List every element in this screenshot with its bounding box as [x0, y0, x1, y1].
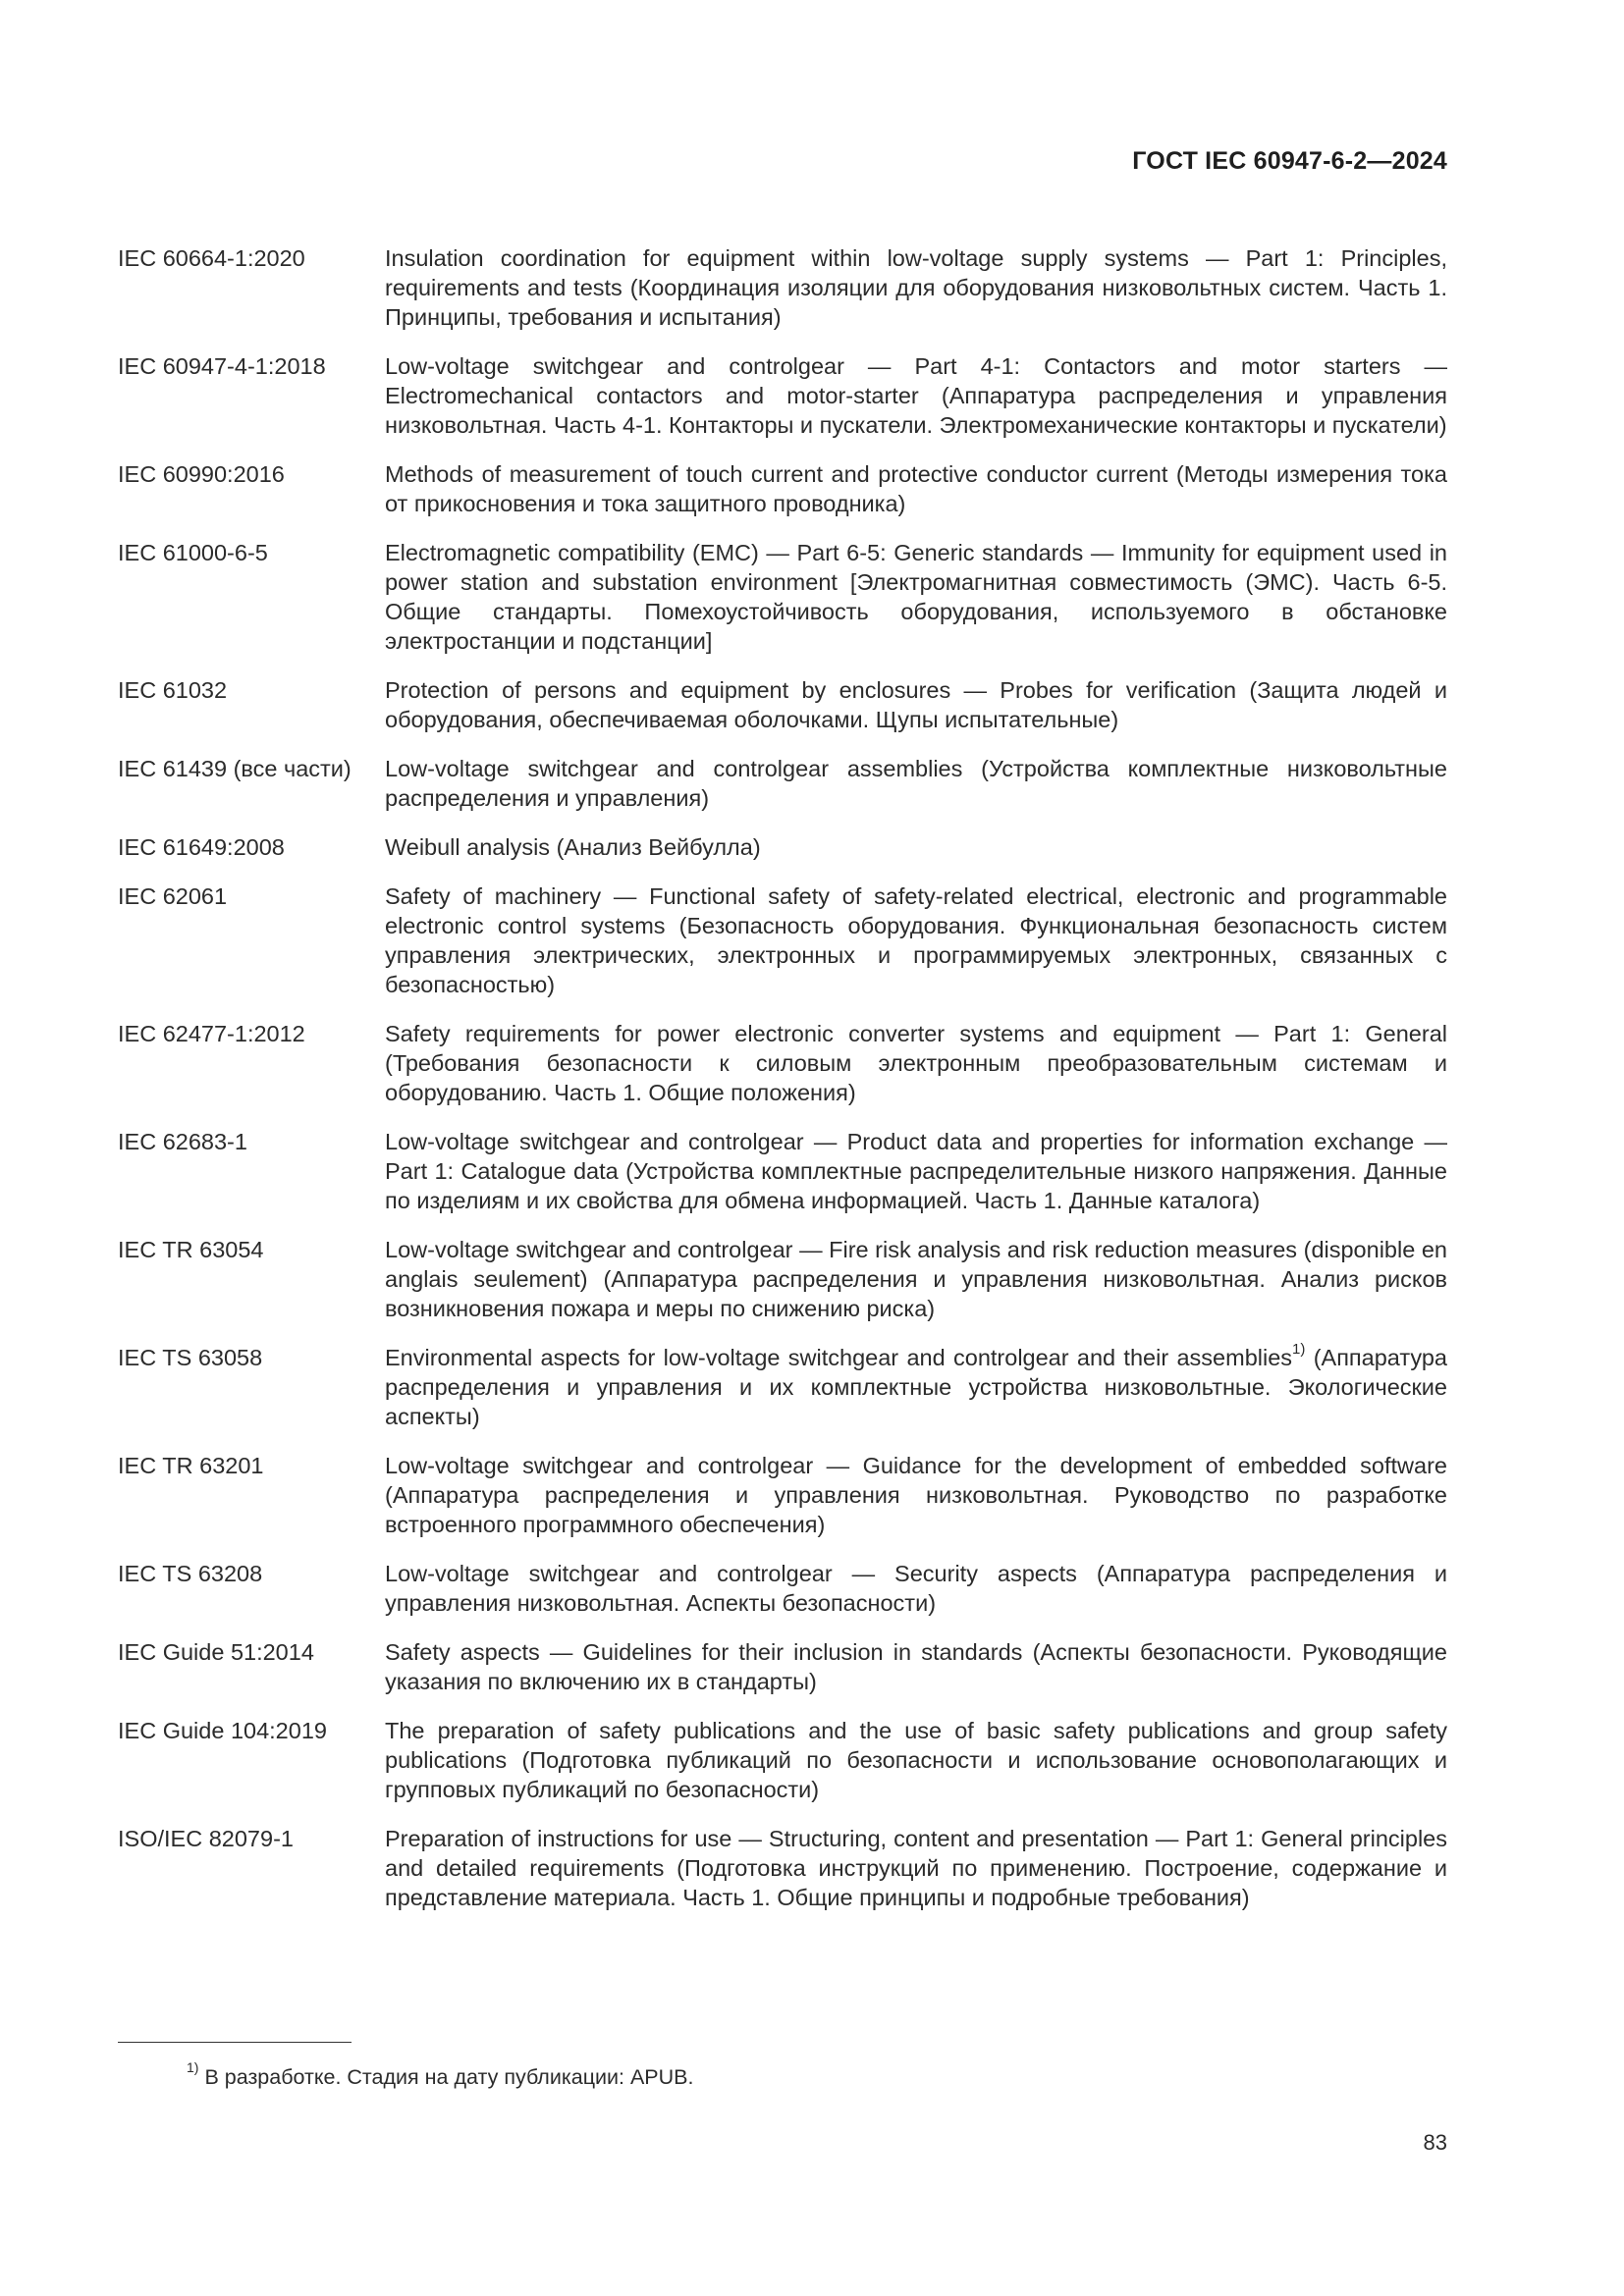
reference-row — [118, 459, 1447, 518]
reference-title: Electromagnetic compatibility (EMC) — Part 6-5: Generic standards — Immunity for equipment used in power station and substation environment [Электромагнитная совместимость (ЭМС). Часть 6-5. Общие стандарты. Помехоустойчивость оборудования, используемого в обстановке электростанции и подстанции] — [385, 540, 1447, 654]
page-number: 83 — [1423, 2130, 1447, 2155]
reference-title: Low-voltage switchgear and controlgear — Part 4-1: Contactors and motor starters — Electromechanical contactors and motor-starter (Аппаратура распределения и управления низковольтная. Часть 4-1. Контакторы и пускатели. Электромеханические контакторы и пускатели) — [385, 353, 1447, 438]
reference-title: Low-voltage switchgear and controlgear — Security aspects (Аппаратура распределения и управления низковольтная. Аспекты безопасности) — [385, 1561, 1447, 1616]
reference-title: Low-voltage switchgear and controlgear — Product data and properties for information exchange — Part 1: Catalogue data (Устройства комплектные распределительные низкого напряжения. Данные по изделиям и их свойства для обмена информацией. Часть 1. Данные каталога) — [385, 1129, 1447, 1213]
footnote-reference-mark: 1) — [1292, 1341, 1306, 1359]
reference-title: The preparation of safety publications and the use of basic safety publications and group safety publications (Подготовка публикаций по безопасности и использование основополагающих и групповых публикаций по безопасности) — [385, 1718, 1447, 1802]
reference-code: IEC Guide 51:2014 — [118, 1639, 314, 1665]
reference-code: IEC 60664-1:2020 — [118, 245, 305, 271]
reference-title: Preparation of instructions for use — Structuring, content and presentation — Part 1: General principles and detailed requirements (Подготовка инструкций по применению. Построение, содержание и представление материала. Часть 1. Общие принципы и подробные требования) — [385, 1826, 1447, 1910]
reference-code: ISO/IEC 82079-1 — [118, 1826, 294, 1851]
reference-title: Weibull analysis (Анализ Вейбулла) — [385, 834, 761, 860]
reference-code: IEC 61439 (все части) — [118, 756, 352, 781]
reference-row — [118, 675, 1447, 734]
reference-code: IEC 61032 — [118, 677, 228, 703]
reference-code: IEC TS 63208 — [118, 1561, 263, 1586]
reference-code: IEC 62061 — [118, 883, 228, 909]
reference-title: Safety aspects — Guidelines for their inclusion in standards (Аспекты безопасности. Руководящие указания по включению их в стандарты) — [385, 1639, 1447, 1694]
reference-row — [118, 754, 1447, 813]
reference-code: IEC 62477-1:2012 — [118, 1021, 305, 1046]
reference-code: IEC 62683-1 — [118, 1129, 247, 1154]
reference-row — [118, 1343, 1447, 1431]
reference-title: Low-voltage switchgear and controlgear — Guidance for the development of embedded software (Аппаратура распределения и управления низковольтная. Руководство по разработке встроенного программного обеспечения) — [385, 1453, 1447, 1537]
reference-row — [118, 1019, 1447, 1107]
reference-code: IEC TR 63054 — [118, 1237, 264, 1262]
footnote-mark: 1) — [187, 2059, 199, 2075]
reference-title: Insulation coordination for equipment within low-voltage supply systems — Part 1: Principles, requirements and tests (Координация изоляции для оборудования низковольтных систем. Часть 1. Принципы, требования и испытания) — [385, 245, 1447, 330]
reference-row — [118, 1451, 1447, 1539]
reference-row — [118, 1824, 1447, 1912]
reference-row — [118, 1235, 1447, 1323]
reference-row — [118, 243, 1447, 332]
reference-title: Low-voltage switchgear and controlgear assemblies (Устройства комплектные низковольтные распределения и управления) — [385, 756, 1447, 811]
reference-title-translation: (Аппаратура распределения и управления и их комплектные устройства низковольтные. Экологические аспекты) — [385, 1345, 1447, 1429]
reference-title: Low-voltage switchgear and controlgear — Fire risk analysis and risk reduction measures (disponible en anglais seulement) (Аппаратура распределения и управления низковольтная. Анализ рисков возникновения пожара и меры по снижению риска) — [385, 1237, 1447, 1321]
footnote-divider — [118, 2042, 352, 2043]
standard-code-header: ГОСТ IEC 60947-6-2—2024 — [1132, 147, 1447, 175]
reference-row — [118, 1127, 1447, 1215]
reference-code: IEC TR 63201 — [118, 1453, 264, 1478]
reference-row — [118, 832, 1447, 862]
reference-code: IEC 60990:2016 — [118, 461, 285, 487]
reference-title: Safety requirements for power electronic converter systems and equipment — Part 1: General (Требования безопасности к силовым электронным преобразовательным системам и оборудованию. Часть 1. Общие положения) — [385, 1021, 1447, 1105]
footnote-text: В разработке. Стадия на дату публикации: APUB. — [204, 2065, 694, 2090]
reference-code: IEC Guide 104:2019 — [118, 1718, 327, 1743]
reference-code: IEC 61649:2008 — [118, 834, 285, 860]
reference-title: Safety of machinery — Functional safety of safety-related electrical, electronic and programmable electronic control systems (Безопасность оборудования. Функциональная безопасность систем управления электрических, электронных и программируемых электронных, связанных с безопасностью) — [385, 883, 1447, 997]
normative-references-list — [118, 243, 1447, 1932]
reference-code: IEC TS 63058 — [118, 1345, 263, 1370]
reference-row — [118, 881, 1447, 999]
reference-code: IEC 60947-4-1:2018 — [118, 353, 326, 379]
footnote — [187, 2056, 694, 2092]
reference-title-main: Environmental aspects for low-voltage switchgear and controlgear and their assemblies — [385, 1345, 1293, 1370]
reference-row — [118, 1637, 1447, 1696]
reference-title — [385, 1343, 1447, 1431]
reference-title: Protection of persons and equipment by enclosures — Probes for verification (Защита людей и оборудования, обеспечиваемая оболочками. Щупы испытательные) — [385, 677, 1447, 732]
reference-code: IEC 61000-6-5 — [118, 540, 268, 565]
reference-row — [118, 1559, 1447, 1618]
reference-row — [118, 538, 1447, 656]
reference-row — [118, 1716, 1447, 1804]
reference-title: Methods of measurement of touch current and protective conductor current (Методы измерения тока от прикосновения и тока защитного проводника) — [385, 461, 1447, 516]
reference-row — [118, 351, 1447, 440]
